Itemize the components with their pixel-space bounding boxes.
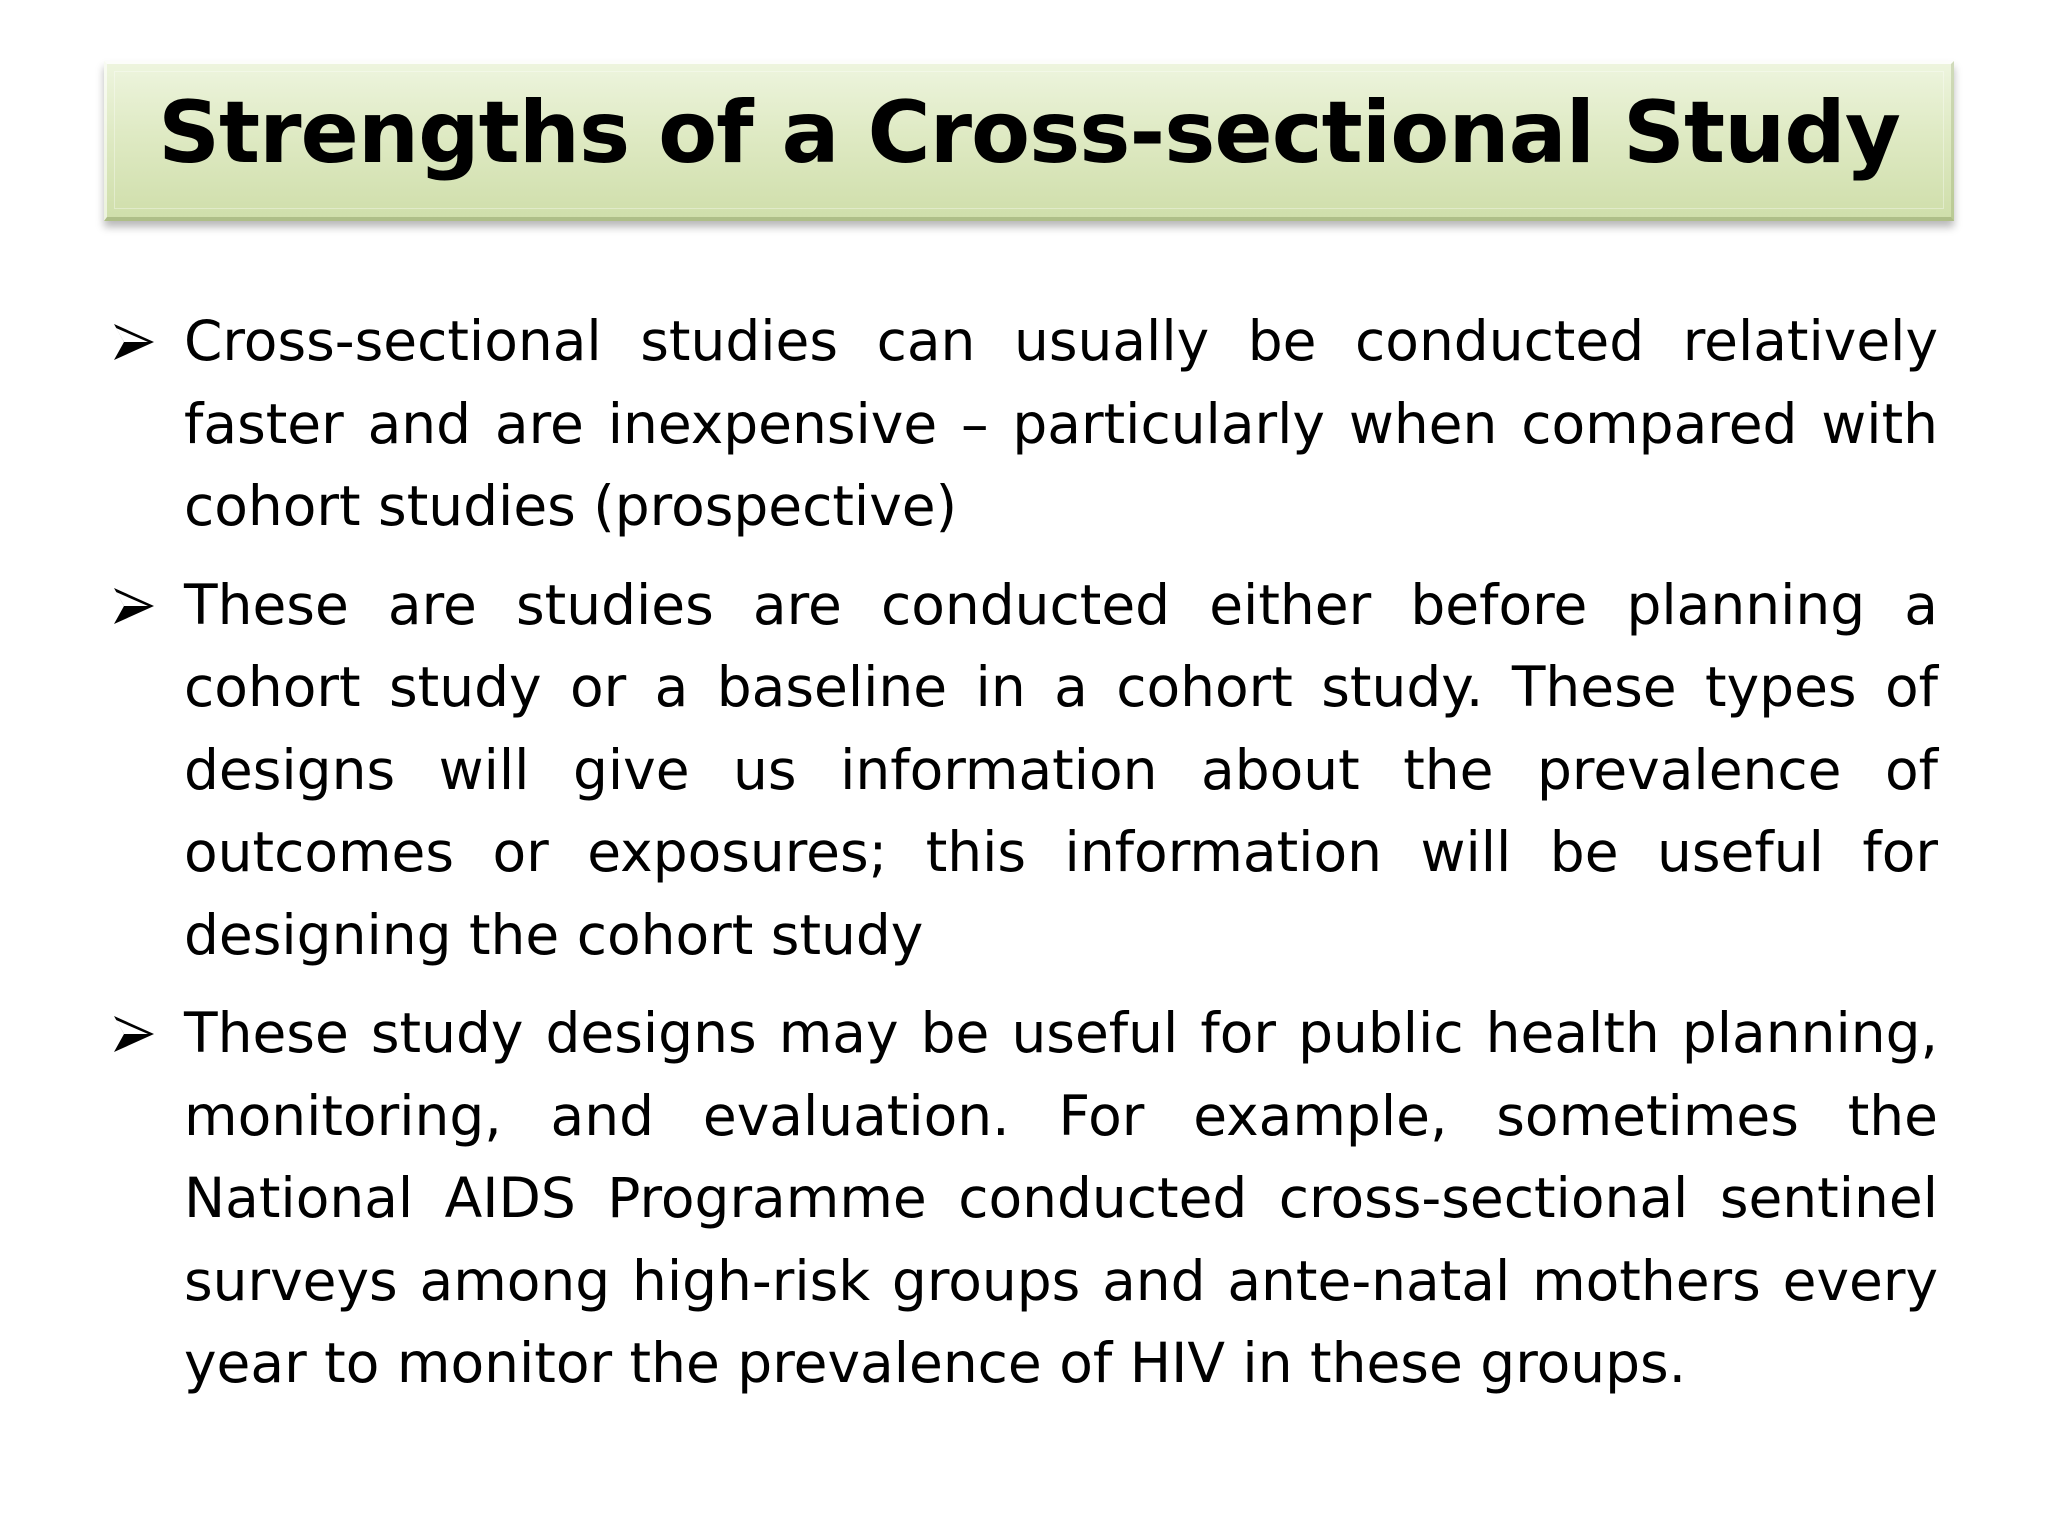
bullet-text: These are studies are conducted either before planning a cohort study or a baseline in a cohort study. These types of designs will give us information about the prevalence of outcomes or exposures; this information will be useful for designing the cohort study	[184, 572, 1938, 967]
bullet-text: These study designs may be useful for public health planning, monitoring, and evaluation. For example, sometimes the National AIDS Programme conducted cross-sectional sentinel surveys among high-risk groups and ante-natal mothers every year to monitor the prevalence of HIV in these groups.	[184, 1001, 1938, 1395]
bullet-text: Cross-sectional studies can usually be conducted relatively faster and are inexpensive – particularly when compared with cohort studies (prospective)	[184, 309, 1938, 538]
arrowhead-bullet-icon	[110, 318, 158, 366]
arrowhead-bullet-icon	[110, 1010, 158, 1058]
bullet-item	[108, 564, 1938, 977]
arrowhead-bullet-icon	[110, 582, 158, 630]
bullet-item	[108, 300, 1938, 548]
title-banner	[104, 61, 1954, 221]
bullet-item	[108, 992, 1938, 1405]
slide-title: Strengths of a Cross-sectional Study	[158, 83, 1900, 183]
bullet-list	[108, 300, 1938, 1421]
